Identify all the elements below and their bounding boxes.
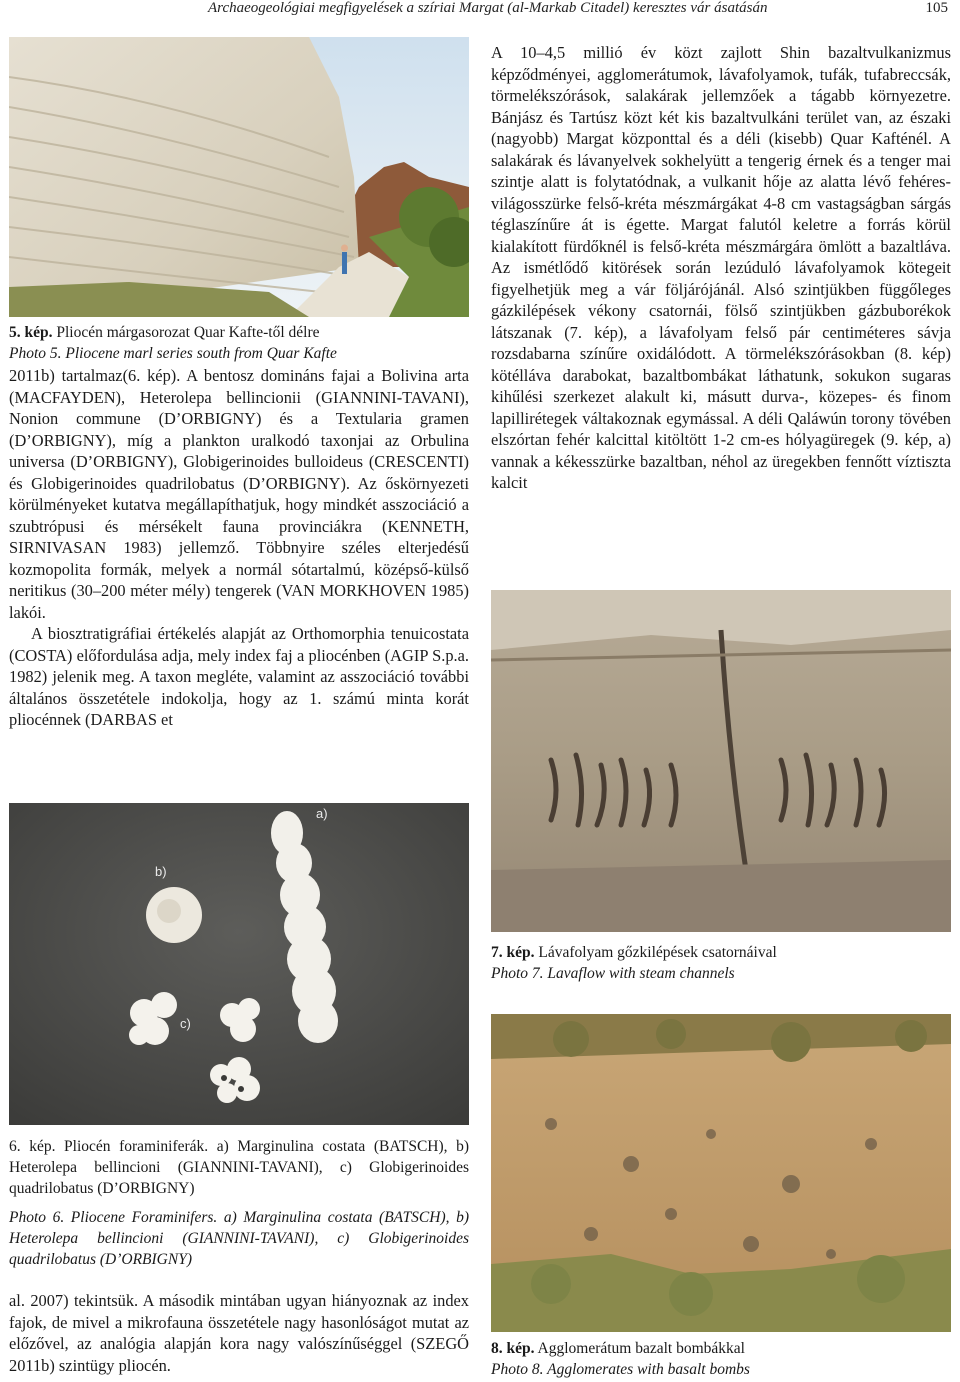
photo-5-caption [9,322,469,364]
right-column-text [491,42,951,494]
page-number: 105 [925,0,948,16]
running-header [0,0,960,22]
photo-5-label-hu: 5. kép. [9,324,53,341]
photo-5-marl-series [9,37,469,317]
photo-6-caption-en: Photo 6. Pliocene Foraminifers. a) Marginulina costata (BATSCH), b) Heterolepa bellincioni (GIANNINI-TAVANI), c) Globigerinoides quadrilobatus (D’ORBIGNY) [9,1209,469,1268]
photo-6-label-b: b) [155,864,167,879]
photo-7-caption-hu: Lávafolyam gőzkilépések csatornáival [534,944,777,961]
photo-5-caption-hu: Pliocén márgasorozat Quar Kafte-től délre [52,324,320,341]
photo-6-caption-hu: 6. kép. Pliocén foraminiferák. a) Marginulina costata (BATSCH), b) Heterolepa bellincioni (GIANNINI-TAVANI), c) Globigerinoides quadrilobatus (D’ORBIGNY) [9,1138,469,1197]
photo-7-caption-en: Photo 7. Lavaflow with steam channels [491,965,735,982]
photo-8-caption-en: Photo 8. Agglomerates with basalt bombs [491,1361,750,1378]
left-paragraph-1: 2011b) tartalmaz(6. kép). A bentosz domináns fajai a Bolivina arta (MACFAYDEN), Heterolepa bellincionii (GIANNINI-TAVANI), Nonion commune (D’ORBIGNY) és a Textularia gramen (D’ORBIGNY), míg a plankton uralkodó taxonjai az Orbulina universa (D’ORBIGNY), Globigerinoides bulloideus (CRESCENTI) és Globigerinoides quadrilobatus (D’ORBIGNY). Az őskörnyezeti körülményeket kutatva megállapíthatjuk, hogy mindkét asszociáció a szubtrópusi és mérsékelt fauna provinciákra (KENNETH, SIRNIVASAN 1983) jellemző. Többnyire széles elterjedésű kozmopolita formák, melyek a normál sótartalmú, középső-külső neritikus (30–200 méter mély) tengerek (VAN MORKHOVEN 1985) lakói. [9,366,469,622]
photo-7-lavaflow [491,590,951,932]
photo-6-label-a: a) [316,806,328,821]
photo-6-label-c: c) [180,1016,191,1031]
photo-8-caption [491,1338,951,1380]
running-title: Archaeogeológiai megfigyelések a szíriai Margat (al-Markab Citadel) keresztes vár ásatásán [208,0,768,16]
photo-7-label-hu: 7. kép. [491,944,535,961]
photo-7-caption [491,942,951,984]
left-paragraph-2: A biosztratigráfiai értékelés alapját az Orthomorphia tenuicostata (COSTA) előfordulása adja, mely index faj a pliocénben (AGIP S.p.a. 1982) jelenik meg. A taxon megléte, valamint az asszociáció további általános összetétele indokolja, hogy az 1. számú minta korát pliocénnek (DARBAS et [9,624,469,729]
photo-6-caption [9,1136,469,1270]
left-paragraph-3: al. 2007) tekintsük. A második mintában ugyan hiányoznak az index fajok, de mivel a mikrofauna összetétele nagy hasonlóságot mutat az előzővel, az analógia alapján kora nagy valószínűséggel (SZEGŐ 2011b) szintügy pliocén. [9,1291,469,1375]
photo-8-label-hu: 8. kép. [491,1340,535,1357]
left-column-text-bottom [9,1290,469,1376]
right-paragraph-1: A 10–4,5 millió év közt zajlott Shin bazaltvulkanizmus képződményei, agglomerátumok, lávafolyamok, tufák, tufabreccsák, törmelékszórások, salakárak jellemzőek a tágabb környezetre. Bánjász és Tartúsz közt két kis bazaltvulkáni terület van, az északi (nagyobb) Margat központtal és a déli (kisebb) Quar Kafténél. A salakárak és lávanyelvek sokhelyütt a tengerig érnek és a tenger mai szintje alatt is folytatódnak, a vulkanit hője az alatta lévő fehéres-világosszürke felső-kréta mészmárgákat 4-8 cm vastagságban sárgás téglaszínűre át is égette. Margat falutól keletre a forrás körül kialakított fürdőknél is felső-kréta mészmárgára ömlött a bazaltláva. Az ismétlődő kitörések során lezúduló lávafolyamok kötegeit figyelhetjük meg a vár följárójánál. Alsó szintjükben függőleges gázkilépések vékony csatornái, fölső szintjükben gázbuborékok látszanak (7. kép), a lávafolyam felső pár centiméteres sávja rozsdabarna színűre oxidálódott. A törmelékszórásokban (8. kép) kötélláva darabokat, bazaltbombákat láthatunk, sokukon sugaras kihűlési szerkezet alakult ki, másutt durva-, közepes- és finom lapillirétegek váltakoznak egymással. A déli Qaláwún torony tövében elszórtan fehér kalcittal kitöltött 1-2 cm-es hólyagüregek (9. kép, a) vannak a kékesszürke bazaltban, néhol az üregekben fennőtt víztiszta kalcit [491,43,951,492]
left-column-text [9,365,469,731]
photo-5-caption-en: Photo 5. Pliocene marl series south from Quar Kafte [9,345,337,362]
photo-6-foraminifers [9,803,469,1125]
photo-8-agglomerates [491,1014,951,1332]
photo-8-caption-hu: Agglomerátum bazalt bombákkal [534,1340,745,1357]
